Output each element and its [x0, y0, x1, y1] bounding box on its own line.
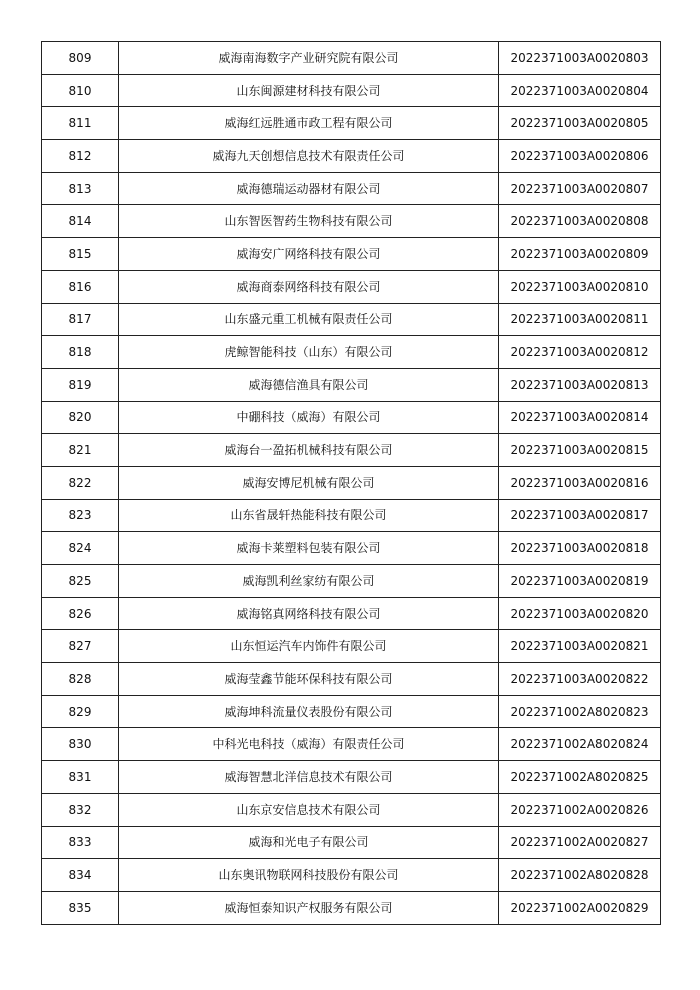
table-row [42, 336, 661, 369]
registration-code-cell: 2022371003A0020803 [499, 42, 661, 75]
company-name-cell: 威海和光电子有限公司 [119, 826, 499, 859]
row-number-cell: 816 [42, 270, 119, 303]
table-row [42, 238, 661, 271]
row-number-cell: 823 [42, 499, 119, 532]
table-row [42, 140, 661, 173]
registration-code-cell: 2022371003A0020822 [499, 663, 661, 696]
table-row [42, 499, 661, 532]
row-number-cell: 833 [42, 826, 119, 859]
table-row [42, 793, 661, 826]
registration-code-cell: 2022371003A0020811 [499, 303, 661, 336]
registration-code-cell: 2022371003A0020814 [499, 401, 661, 434]
row-number-cell: 819 [42, 368, 119, 401]
registration-code-cell: 2022371002A0020826 [499, 793, 661, 826]
registration-code-cell: 2022371003A0020808 [499, 205, 661, 238]
registration-code-cell: 2022371002A8020828 [499, 859, 661, 892]
company-name-cell: 中科光电科技（威海）有限责任公司 [119, 728, 499, 761]
row-number-cell: 825 [42, 565, 119, 598]
company-name-cell: 威海恒泰知识产权服务有限公司 [119, 891, 499, 924]
table-row [42, 270, 661, 303]
company-name-cell: 山东盛元重工机械有限责任公司 [119, 303, 499, 336]
table-row [42, 205, 661, 238]
company-name-cell: 威海凯利丝家纺有限公司 [119, 565, 499, 598]
table-row [42, 532, 661, 565]
table-row [42, 303, 661, 336]
company-name-cell: 威海南海数字产业研究院有限公司 [119, 42, 499, 75]
company-name-cell: 威海商泰网络科技有限公司 [119, 270, 499, 303]
row-number-cell: 824 [42, 532, 119, 565]
table-row [42, 74, 661, 107]
registration-code-cell: 2022371003A0020809 [499, 238, 661, 271]
company-name-cell: 威海莹鑫节能环保科技有限公司 [119, 663, 499, 696]
company-name-cell: 威海德瑞运动器材有限公司 [119, 172, 499, 205]
company-registry-table [41, 41, 661, 925]
registration-code-cell: 2022371003A0020819 [499, 565, 661, 598]
company-name-cell: 威海德信渔具有限公司 [119, 368, 499, 401]
row-number-cell: 817 [42, 303, 119, 336]
table-row [42, 728, 661, 761]
registration-code-cell: 2022371002A8020823 [499, 695, 661, 728]
row-number-cell: 810 [42, 74, 119, 107]
row-number-cell: 834 [42, 859, 119, 892]
table-row [42, 401, 661, 434]
company-name-cell: 威海红远胜通市政工程有限公司 [119, 107, 499, 140]
company-name-cell: 山东闽源建材科技有限公司 [119, 74, 499, 107]
row-number-cell: 829 [42, 695, 119, 728]
table-row [42, 107, 661, 140]
row-number-cell: 815 [42, 238, 119, 271]
row-number-cell: 821 [42, 434, 119, 467]
registration-code-cell: 2022371002A8020824 [499, 728, 661, 761]
registration-code-cell: 2022371003A0020806 [499, 140, 661, 173]
row-number-cell: 818 [42, 336, 119, 369]
table-row [42, 434, 661, 467]
registration-code-cell: 2022371003A0020815 [499, 434, 661, 467]
row-number-cell: 822 [42, 466, 119, 499]
registration-code-cell: 2022371003A0020804 [499, 74, 661, 107]
table-row [42, 695, 661, 728]
row-number-cell: 828 [42, 663, 119, 696]
row-number-cell: 826 [42, 597, 119, 630]
registration-code-cell: 2022371003A0020817 [499, 499, 661, 532]
company-name-cell: 山东智医智药生物科技有限公司 [119, 205, 499, 238]
table-row [42, 761, 661, 794]
row-number-cell: 820 [42, 401, 119, 434]
company-name-cell: 山东恒运汽车内饰件有限公司 [119, 630, 499, 663]
row-number-cell: 811 [42, 107, 119, 140]
company-name-cell: 山东省晟轩热能科技有限公司 [119, 499, 499, 532]
table-row [42, 663, 661, 696]
company-name-cell: 威海坤科流量仪表股份有限公司 [119, 695, 499, 728]
registration-code-cell: 2022371002A0020827 [499, 826, 661, 859]
company-name-cell: 山东奥讯物联网科技股份有限公司 [119, 859, 499, 892]
table-row [42, 891, 661, 924]
row-number-cell: 827 [42, 630, 119, 663]
registration-code-cell: 2022371003A0020813 [499, 368, 661, 401]
row-number-cell: 812 [42, 140, 119, 173]
company-name-cell: 威海九天创想信息技术有限责任公司 [119, 140, 499, 173]
table-row [42, 826, 661, 859]
registration-code-cell: 2022371003A0020816 [499, 466, 661, 499]
registry-table-body [42, 42, 661, 925]
registration-code-cell: 2022371003A0020812 [499, 336, 661, 369]
row-number-cell: 835 [42, 891, 119, 924]
table-row [42, 466, 661, 499]
registration-code-cell: 2022371003A0020807 [499, 172, 661, 205]
table-row [42, 42, 661, 75]
registration-code-cell: 2022371003A0020805 [499, 107, 661, 140]
row-number-cell: 831 [42, 761, 119, 794]
table-row [42, 565, 661, 598]
table-row [42, 368, 661, 401]
registration-code-cell: 2022371003A0020821 [499, 630, 661, 663]
company-name-cell: 威海卡莱塑料包装有限公司 [119, 532, 499, 565]
row-number-cell: 813 [42, 172, 119, 205]
table-row [42, 597, 661, 630]
company-name-cell: 中硼科技（威海）有限公司 [119, 401, 499, 434]
company-name-cell: 威海台一盈拓机械科技有限公司 [119, 434, 499, 467]
registration-code-cell: 2022371003A0020810 [499, 270, 661, 303]
company-name-cell: 山东京安信息技术有限公司 [119, 793, 499, 826]
table-row [42, 630, 661, 663]
row-number-cell: 832 [42, 793, 119, 826]
row-number-cell: 830 [42, 728, 119, 761]
company-name-cell: 威海安广网络科技有限公司 [119, 238, 499, 271]
row-number-cell: 814 [42, 205, 119, 238]
row-number-cell: 809 [42, 42, 119, 75]
table-row [42, 172, 661, 205]
registration-code-cell: 2022371003A0020820 [499, 597, 661, 630]
registration-code-cell: 2022371003A0020818 [499, 532, 661, 565]
registration-code-cell: 2022371002A8020825 [499, 761, 661, 794]
company-name-cell: 威海铭真网络科技有限公司 [119, 597, 499, 630]
company-name-cell: 虎鲸智能科技（山东）有限公司 [119, 336, 499, 369]
company-name-cell: 威海安博尼机械有限公司 [119, 466, 499, 499]
table-row [42, 859, 661, 892]
company-name-cell: 威海智慧北洋信息技术有限公司 [119, 761, 499, 794]
registration-code-cell: 2022371002A0020829 [499, 891, 661, 924]
